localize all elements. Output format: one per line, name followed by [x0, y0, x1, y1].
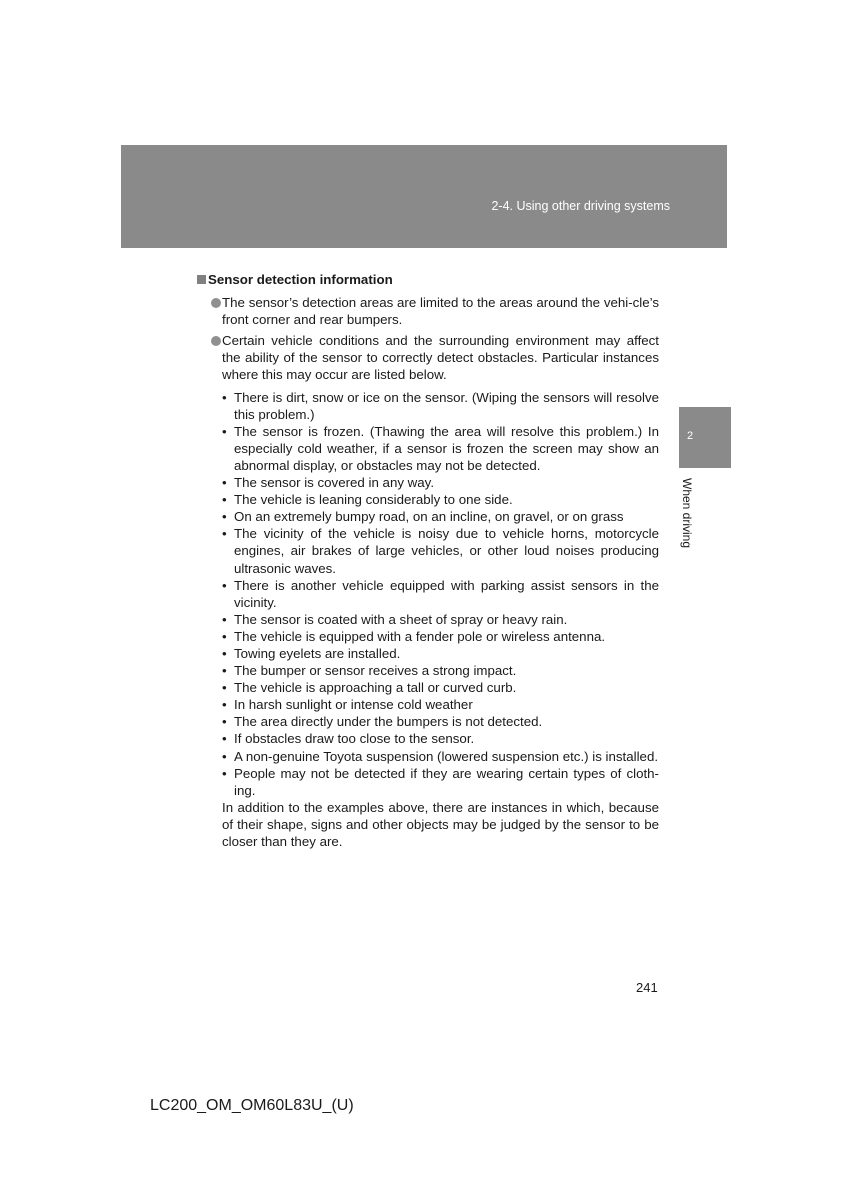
chapter-label: When driving [680, 478, 694, 549]
list-item: • The vehicle is equipped with a fender pole or wireless antenna. [222, 628, 659, 645]
info-bullet-text: The sensor’s detection areas are limited to the areas around the vehi-cle’s front corner and rear bumpers. [222, 295, 659, 328]
list-item: • On an extremely bumpy road, on an incline, on gravel, or on grass [222, 508, 659, 525]
list-item: • The sensor is frozen. (Thawing the area will resolve this problem.) In especially cold weather, if a sensor is frozen the screen may show an abnormal display, or obstacles may not be detected. [222, 423, 659, 474]
circle-bullet-icon [211, 298, 221, 308]
document-code: LC200_OM_OM60L83U_(U) [150, 1097, 354, 1114]
list-item: • The sensor is coated with a sheet of spray or heavy rain. [222, 611, 659, 628]
section-title [197, 271, 659, 288]
list-item: • Towing eyelets are installed. [222, 645, 659, 662]
list-item: • The vicinity of the vehicle is noisy due to vehicle horns, motorcycle engines, air brakes of large vehicles, or other loud noises producing ultrasonic waves. [222, 525, 659, 576]
main-content [197, 271, 659, 850]
list-item: • If obstacles draw too close to the sensor. [222, 730, 659, 747]
list-item: • The vehicle is approaching a tall or curved curb. [222, 679, 659, 696]
info-bullet-text: Certain vehicle conditions and the surrounding environment may affect the ability of the sensor to correctly detect obstacles. Particular instances where this may occur are listed below. [222, 333, 659, 383]
list-item: • The bumper or sensor receives a strong impact. [222, 662, 659, 679]
list-item: • In harsh sunlight or intense cold weather [222, 696, 659, 713]
circle-bullet-icon [211, 336, 221, 346]
list-item: • The vehicle is leaning considerably to one side. [222, 491, 659, 508]
chapter-number: 2 [687, 430, 694, 442]
list-item: • The area directly under the bumpers is not detected. [222, 713, 659, 730]
header-band [121, 145, 727, 248]
info-bullet [197, 294, 659, 328]
list-item: • There is another vehicle equipped with parking assist sensors in the vicinity. [222, 577, 659, 611]
closing-paragraph: In addition to the examples above, there are instances in which, because of their shape, signs and other objects may be judged by the sensor to be closer than they are. [222, 799, 659, 849]
section-title-text: Sensor detection information [208, 272, 393, 287]
list-item: • A non-genuine Toyota suspension (lowered suspension etc.) is installed. [222, 748, 659, 765]
conditions-list [222, 389, 659, 799]
section-heading: 2-4. Using other driving systems [491, 199, 670, 213]
list-item: • The sensor is covered in any way. [222, 474, 659, 491]
list-item: • People may not be detected if they are wearing certain types of cloth-ing. [222, 765, 659, 799]
chapter-tab [679, 407, 731, 468]
info-bullet [197, 332, 659, 383]
page-number: 241 [636, 980, 658, 995]
list-item: • There is dirt, snow or ice on the sensor. (Wiping the sensors will resolve this problem.) [222, 389, 659, 423]
square-marker-icon [197, 275, 206, 284]
